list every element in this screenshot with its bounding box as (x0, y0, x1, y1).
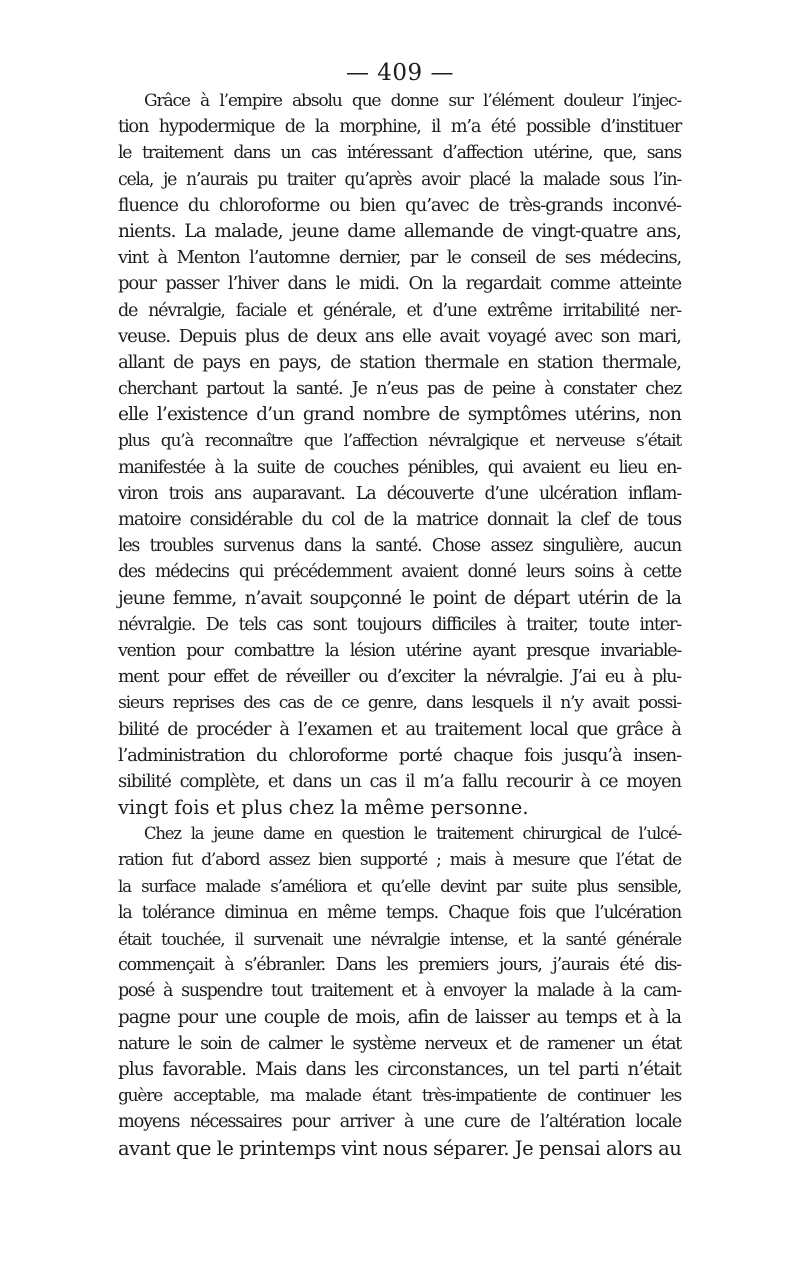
text-line: sieurs reprises des cas de ce genre, dans lesquels il n’y avait possi- (118, 693, 681, 714)
text-line: l’administration du chloroforme porté chaque fois jusqu’à insen- (118, 744, 681, 766)
text-line: névralgie. De tels cas sont toujours difficiles à traiter, toute inter- (118, 614, 681, 635)
text-line: nature le soin de calmer le système nerveux et de ramener un état (118, 1033, 681, 1054)
paragraph (118, 821, 681, 1161)
text-line: moyens nécessaires pour arriver à une cure de l’altération locale (118, 1112, 681, 1133)
paragraph (118, 88, 681, 821)
text-line: plus qu’à reconnaître que l’affection névralgique et nerveuse s’était (118, 431, 681, 452)
text-line: vint à Menton l’automne dernier, par le conseil de ses médecins, (118, 247, 681, 269)
text-line: posé à suspendre tout traitement et à envoyer la malade à la cam- (118, 981, 681, 1002)
text-line: nients. La malade, jeune dame allemande de vingt-quatre ans, (118, 220, 681, 242)
text-line: veuse. Depuis plus de deux ans elle avait voyagé avec son mari, (118, 325, 681, 347)
text-line: Grâce à l’empire absolu que donne sur l’élément douleur l’injec- (144, 91, 681, 111)
text-line: vention pour combattre la lésion utérine ayant presque invariable- (118, 640, 681, 661)
text-line: guère acceptable, ma malade étant très-impatiente de continuer les (118, 1086, 681, 1107)
text-line: tion hypodermique de la morphine, il m’a été possible d’instituer (118, 116, 681, 138)
text-line: allant de pays en pays, de station thermale en station thermale, (118, 351, 681, 373)
text-line: pour passer l’hiver dans le midi. On la regardait comme atteinte (118, 273, 681, 295)
text-line: matoire considérable du col de la matrice donnait la clef de tous (118, 509, 681, 530)
text-line: vingt fois et plus chez la même personne. (118, 796, 529, 820)
text-line: de névralgie, faciale et générale, et d’une extrême irritabilité ner- (118, 300, 681, 321)
text-line: pagne pour une couple de mois, afin de laisser au temps et à la (118, 1006, 681, 1028)
text-line: viron trois ans auparavant. La découverte d’une ulcération inflam- (118, 483, 681, 504)
text-line: avant que le printemps vint nous séparer. Je pensai alors au (118, 1136, 682, 1160)
text-line: sibilité complète, et dans un cas il m’a fallu recourir à ce moyen (118, 770, 681, 792)
text-line: cela, je n’aurais pu traiter qu’après avoir placé la malade sous l’in- (118, 169, 681, 190)
text-line: manifestée à la suite de couches pénibles, qui avaient eu lieu en- (118, 456, 681, 478)
text-line: la surface malade s’améliora et qu’elle devint par suite plus sensible, (118, 876, 681, 896)
body-text (118, 88, 681, 1162)
text-line: fluence du chloroforme ou bien qu’avec de très-grands inconvé- (118, 194, 681, 216)
text-line: des médecins qui précédemment avaient donné leurs soins à cette (118, 562, 681, 583)
text-line: cherchant partout la santé. Je n’eus pas de peine à constater chez (118, 379, 681, 400)
text-line: plus favorable. Mais dans les circonstances, un tel parti n’était (118, 1058, 681, 1080)
text-line: commençait à s’ébranler. Dans les premiers jours, j’aurais été dis- (118, 955, 681, 976)
page-number: — 409 — (345, 60, 455, 86)
text-line: elle l’existence d’un grand nombre de symptômes utérins, non (118, 404, 681, 426)
text-line: jeune femme, n’avait soupçonné le point de départ utérin de la (118, 587, 681, 609)
text-line: était touchée, il survenait une névralgie intense, et la santé générale (118, 929, 681, 949)
text-line: la tolérance diminua en même temps. Chaque fois que l’ulcération (118, 902, 681, 923)
text-line: les troubles survenus dans la santé. Chose assez singulière, aucun (118, 536, 681, 557)
text-line: le traitement dans un cas intéressant d’affection utérine, que, sans (118, 143, 681, 164)
text-line: bilité de procéder à l’examen et au traitement local que grâce à (118, 718, 681, 740)
text-line: Chez la jeune dame en question le traitement chirurgical de l’ulcé- (144, 824, 681, 844)
text-line: ment pour effet de réveiller ou d’exciter la névralgie. J’ai eu à plu- (118, 667, 681, 688)
text-line: ration fut d’abord assez bien supporté ; mais à mesure que l’état de (118, 850, 681, 871)
